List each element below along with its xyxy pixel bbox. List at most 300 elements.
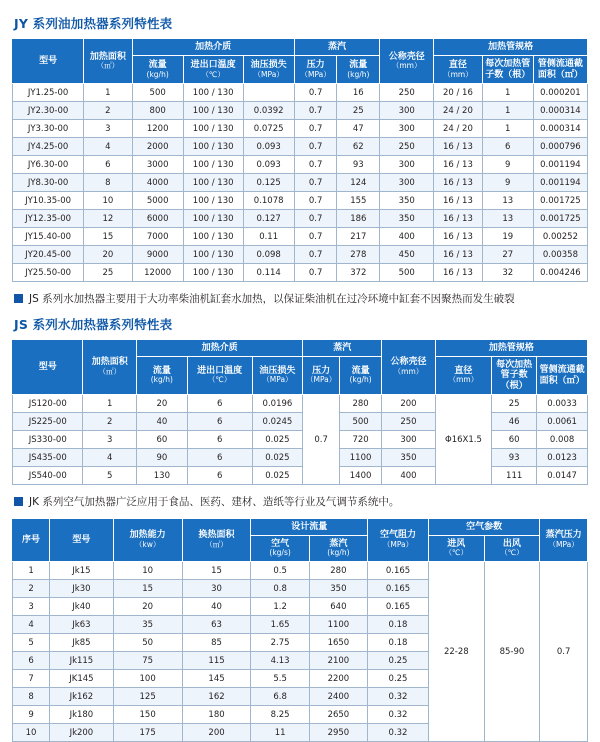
cell-pressure: 0.7 [294, 264, 337, 282]
jk-note-text: JK 系列空气加热器广泛应用于食品、医药、建材、造纸等行业及气调节系统中。 [29, 496, 400, 509]
cell-flow: 40 [137, 413, 188, 431]
th-tube-count: 每次加热管子数（根） [492, 357, 537, 395]
cell-steam-pressure: 0.7 [540, 562, 588, 742]
cell-dn: 250 [380, 84, 434, 102]
th-flow-unit: (kg/h) [150, 375, 173, 385]
th-steam-flow: 流量 (kg/h) [339, 357, 381, 395]
js-table-wrapper [12, 339, 588, 485]
table-row [13, 138, 588, 156]
cell-steam-flow: 350 [309, 580, 367, 598]
cell-inout-temp: 100 / 130 [183, 138, 243, 156]
cell-steam-flow: 280 [309, 562, 367, 580]
cell-tube-count: 93 [492, 449, 537, 467]
cell-diameter: 24 / 20 [434, 102, 482, 120]
cell-inout-temp: 6 [187, 467, 252, 485]
cell-flow: 12000 [132, 264, 183, 282]
cell-model: JY25.50-00 [13, 264, 84, 282]
cell-tube-count: 1 [482, 102, 533, 120]
cell-steam-flow: 278 [337, 246, 380, 264]
th-air-flow-unit: (kg/s) [269, 548, 291, 558]
cell-dn: 500 [380, 264, 434, 282]
cell-diameter: 24 / 20 [434, 120, 482, 138]
cell-pressure: 0.7 [294, 246, 337, 264]
cell-inout-temp: 100 / 130 [183, 120, 243, 138]
cell-flow: 20 [137, 395, 188, 413]
cell-oil-loss: 0.114 [243, 264, 294, 282]
jk-characteristics-table [12, 518, 588, 742]
th-outlet-temp-unit: （℃） [500, 548, 524, 558]
cell-inout-temp: 100 / 130 [183, 210, 243, 228]
cell-air-flow: 11 [251, 724, 309, 742]
cell-flow-area: 0.000201 [533, 84, 587, 102]
cell-oil-loss: 0.0245 [252, 413, 303, 431]
cell-oil-loss: 0.025 [252, 467, 303, 485]
cell-area: 6 [84, 156, 132, 174]
th-flow-unit: (kg/h) [146, 69, 169, 79]
cell-model: JY15.40-00 [13, 228, 84, 246]
cell-diameter: 16 / 13 [434, 138, 482, 156]
cell-oil-loss: 0.025 [252, 431, 303, 449]
cell-power: 175 [113, 724, 182, 742]
th-design-flow-group: 设计流量 [251, 518, 368, 535]
cell-area: 8 [84, 174, 132, 192]
cell-steam-flow: 280 [339, 395, 381, 413]
cell-inout-temp: 6 [187, 413, 252, 431]
cell-index: 4 [13, 616, 50, 634]
th-model: 型号 [13, 39, 84, 84]
th-air-resistance-unit: （MPa） [382, 539, 414, 549]
cell-flow-area: 0.0061 [537, 413, 588, 431]
cell-flow-area: 0.001725 [533, 192, 587, 210]
cell-flow-area: 0.001194 [533, 174, 587, 192]
th-medium-group: 加热介质 [137, 339, 303, 356]
cell-steam-flow: 2200 [309, 670, 367, 688]
cell-diameter: 16 / 13 [434, 228, 482, 246]
cell-steam-flow: 500 [339, 413, 381, 431]
th-diameter-unit: （mm） [448, 375, 479, 385]
table-row [13, 102, 588, 120]
cell-model: Jk30 [50, 580, 114, 598]
th-diameter: 直径 （mm） [434, 56, 482, 84]
cell-flow-area: 0.001725 [533, 210, 587, 228]
th-steam-flow: 流量 (kg/h) [337, 56, 380, 84]
table-row [13, 156, 588, 174]
cell-diameter: 16 / 13 [434, 210, 482, 228]
table-row [13, 467, 588, 485]
cell-air-flow: 1.65 [251, 616, 309, 634]
cell-air-resistance: 0.25 [368, 670, 429, 688]
cell-area: 12 [84, 210, 132, 228]
th-oil-loss: 油压损失 （MPa） [243, 56, 294, 84]
cell-power: 15 [113, 580, 182, 598]
cell-air-flow: 4.13 [251, 652, 309, 670]
cell-dn: 450 [380, 246, 434, 264]
table-header-row [13, 39, 588, 56]
cell-area: 3 [84, 120, 132, 138]
cell-index: 8 [13, 688, 50, 706]
cell-pressure: 0.7 [294, 138, 337, 156]
cell-inout-temp: 100 / 130 [183, 228, 243, 246]
cell-dn: 300 [380, 156, 434, 174]
cell-diameter: 16 / 13 [434, 264, 482, 282]
cell-inlet-temp: 22-28 [428, 562, 484, 742]
cell-model: Jk85 [50, 634, 114, 652]
cell-air-flow: 0.5 [251, 562, 309, 580]
cell-exchange-area: 15 [182, 562, 251, 580]
th-flow-area: 管侧流通截面积（㎡） [537, 357, 588, 395]
cell-flow: 7000 [132, 228, 183, 246]
cell-area: 15 [84, 228, 132, 246]
jk-table-body [13, 562, 588, 742]
cell-tube-count: 9 [482, 174, 533, 192]
cell-air-resistance: 0.32 [368, 706, 429, 724]
cell-pressure: 0.7 [294, 120, 337, 138]
cell-air-resistance: 0.165 [368, 598, 429, 616]
cell-inout-temp: 6 [187, 395, 252, 413]
table-row [13, 246, 588, 264]
cell-diameter: 16 / 13 [434, 156, 482, 174]
cell-power: 75 [113, 652, 182, 670]
cell-steam-flow: 372 [337, 264, 380, 282]
cell-diameter: 20 / 16 [434, 84, 482, 102]
cell-flow: 60 [137, 431, 188, 449]
cell-air-resistance: 0.32 [368, 724, 429, 742]
cell-air-resistance: 0.32 [368, 688, 429, 706]
th-inout-temp: 进出口温度 （℃） [187, 357, 252, 395]
cell-tube-count: 1 [482, 120, 533, 138]
cell-area: 25 [84, 264, 132, 282]
cell-air-resistance: 0.18 [368, 616, 429, 634]
jy-table-body [13, 84, 588, 282]
th-dn-unit: （mm） [391, 60, 422, 70]
jk-table-wrapper [12, 518, 588, 742]
cell-exchange-area: 40 [182, 598, 251, 616]
js-table-body [13, 395, 588, 485]
cell-inout-temp: 100 / 130 [183, 246, 243, 264]
th-steam-pressure-unit: （MPa） [548, 539, 579, 549]
th-dn-unit: （mm） [393, 366, 424, 376]
cell-power: 10 [113, 562, 182, 580]
th-steam-flow: 蒸汽 (kg/h) [309, 536, 367, 562]
cell-oil-loss [243, 84, 294, 102]
cell-inout-temp: 100 / 130 [183, 192, 243, 210]
square-bullet-icon [14, 497, 23, 506]
th-pressure-unit: （MPa） [305, 375, 337, 385]
table-row [13, 264, 588, 282]
table-row [13, 84, 588, 102]
cell-model: JY1.25-00 [13, 84, 84, 102]
cell-diameter: Φ16X1.5 [435, 395, 491, 485]
cell-air-flow: 6.8 [251, 688, 309, 706]
cell-steam-flow: 93 [337, 156, 380, 174]
th-medium-group: 加热介质 [132, 39, 294, 56]
cell-air-resistance: 0.18 [368, 634, 429, 652]
cell-model: Jk15 [50, 562, 114, 580]
cell-index: 1 [13, 562, 50, 580]
table-row [13, 449, 588, 467]
cell-area: 10 [84, 192, 132, 210]
cell-air-flow: 8.25 [251, 706, 309, 724]
cell-power: 150 [113, 706, 182, 724]
cell-dn: 350 [380, 210, 434, 228]
th-air-param-group: 空气参数 [428, 518, 539, 535]
cell-exchange-area: 63 [182, 616, 251, 634]
cell-oil-loss: 0.025 [252, 449, 303, 467]
th-area-unit: （㎡） [98, 366, 121, 376]
cell-exchange-area: 145 [182, 670, 251, 688]
cell-exchange-area: 30 [182, 580, 251, 598]
th-steam-flow-unit: (kg/h) [349, 375, 372, 385]
cell-tube-count: 13 [482, 210, 533, 228]
cell-oil-loss: 0.1078 [243, 192, 294, 210]
cell-index: 6 [13, 652, 50, 670]
table-row [13, 210, 588, 228]
cell-air-resistance: 0.165 [368, 580, 429, 598]
cell-flow-area: 0.0147 [537, 467, 588, 485]
th-exchange-area: 换热面积 （㎡） [182, 518, 251, 561]
cell-oil-loss: 0.11 [243, 228, 294, 246]
th-index: 序号 [13, 518, 50, 561]
cell-model: JY6.30-00 [13, 156, 84, 174]
cell-steam-flow: 186 [337, 210, 380, 228]
cell-flow-area: 0.004246 [533, 264, 587, 282]
cell-area: 4 [83, 449, 137, 467]
cell-air-flow: 5.5 [251, 670, 309, 688]
cell-area: 2 [83, 413, 137, 431]
cell-pressure: 0.7 [294, 102, 337, 120]
cell-power: 35 [113, 616, 182, 634]
th-exchange-area-unit: （㎡） [205, 539, 228, 549]
cell-flow-area: 0.00358 [533, 246, 587, 264]
cell-air-flow: 1.2 [251, 598, 309, 616]
cell-flow: 6000 [132, 210, 183, 228]
cell-pressure: 0.7 [294, 174, 337, 192]
cell-flow: 1200 [132, 120, 183, 138]
table-row [13, 174, 588, 192]
cell-steam-flow: 1400 [339, 467, 381, 485]
cell-steam-flow: 1100 [309, 616, 367, 634]
cell-area: 4 [84, 138, 132, 156]
cell-diameter: 16 / 13 [434, 246, 482, 264]
table-row [13, 395, 588, 413]
cell-exchange-area: 85 [182, 634, 251, 652]
cell-tube-count: 25 [492, 395, 537, 413]
th-diameter: 直径 （mm） [435, 357, 491, 395]
cell-flow: 5000 [132, 192, 183, 210]
cell-dn: 350 [380, 192, 434, 210]
th-model: 型号 [13, 339, 83, 394]
cell-tube-count: 6 [482, 138, 533, 156]
th-area-unit: （㎡） [96, 60, 120, 70]
cell-model: Jk63 [50, 616, 114, 634]
cell-oil-loss: 0.098 [243, 246, 294, 264]
cell-steam-flow: 720 [339, 431, 381, 449]
cell-model: JS435-00 [13, 449, 83, 467]
table-row [13, 120, 588, 138]
cell-pressure: 0.7 [294, 210, 337, 228]
cell-steam-flow: 2400 [309, 688, 367, 706]
cell-oil-loss: 0.093 [243, 138, 294, 156]
cell-model: Jk180 [50, 706, 114, 724]
cell-inout-temp: 6 [187, 449, 252, 467]
cell-flow: 500 [132, 84, 183, 102]
cell-steam-flow: 47 [337, 120, 380, 138]
cell-outlet-temp: 85-90 [484, 562, 540, 742]
th-oil-loss: 油压损失 （MPa） [252, 357, 303, 395]
cell-inout-temp: 100 / 130 [183, 174, 243, 192]
cell-oil-loss: 0.0196 [252, 395, 303, 413]
cell-flow-area: 0.0033 [537, 395, 588, 413]
jy-table-wrapper [12, 38, 588, 282]
th-model: 型号 [50, 518, 114, 561]
th-air-flow: 空气 (kg/s) [251, 536, 309, 562]
cell-tube-count: 9 [482, 156, 533, 174]
cell-tube-count: 32 [482, 264, 533, 282]
cell-dn: 300 [380, 120, 434, 138]
cell-power: 100 [113, 670, 182, 688]
cell-dn: 250 [382, 413, 436, 431]
cell-dn: 400 [380, 228, 434, 246]
table-header-row [13, 518, 588, 535]
th-steam-group: 蒸汽 [294, 39, 379, 56]
th-flow: 流量 (kg/h) [132, 56, 183, 84]
cell-flow-area: 0.000314 [533, 120, 587, 138]
cell-area: 1 [84, 84, 132, 102]
cell-dn: 200 [382, 395, 436, 413]
cell-flow-area: 0.008 [537, 431, 588, 449]
th-oil-loss-unit: （MPa） [253, 69, 284, 79]
th-area: 加热面积 （㎡） [84, 39, 132, 84]
cell-steam-flow: 2950 [309, 724, 367, 742]
cell-tube-count: 111 [492, 467, 537, 485]
cell-flow-area: 0.0123 [537, 449, 588, 467]
cell-inout-temp: 100 / 130 [183, 84, 243, 102]
cell-exchange-area: 200 [182, 724, 251, 742]
cell-air-flow: 2.75 [251, 634, 309, 652]
cell-power: 20 [113, 598, 182, 616]
cell-model: JY20.45-00 [13, 246, 84, 264]
cell-pressure: 0.7 [294, 192, 337, 210]
cell-oil-loss: 0.0392 [243, 102, 294, 120]
table-header-row [13, 339, 588, 356]
cell-tube-count: 19 [482, 228, 533, 246]
cell-flow-area: 0.000796 [533, 138, 587, 156]
cell-area: 2 [84, 102, 132, 120]
cell-diameter: 16 / 13 [434, 174, 482, 192]
cell-model: JY3.30-00 [13, 120, 84, 138]
cell-steam-flow: 25 [337, 102, 380, 120]
page-title-jy: JY 系列油加热器系列特性表 [14, 16, 173, 31]
cell-inout-temp: 100 / 130 [183, 102, 243, 120]
cell-steam-flow: 1100 [339, 449, 381, 467]
cell-steam-flow: 2100 [309, 652, 367, 670]
cell-air-resistance: 0.165 [368, 562, 429, 580]
th-pressure-unit: （MPa） [300, 69, 331, 79]
th-pipe-group: 加热管规格 [435, 339, 587, 356]
th-pressure: 压力 （MPa） [294, 56, 337, 84]
cell-flow-area: 0.000314 [533, 102, 587, 120]
cell-steam-flow: 16 [337, 84, 380, 102]
th-power-unit: （kw） [134, 539, 161, 549]
cell-diameter: 16 / 13 [434, 192, 482, 210]
cell-dn: 400 [382, 467, 436, 485]
cell-oil-loss: 0.093 [243, 156, 294, 174]
js-characteristics-table [12, 339, 588, 485]
cell-flow: 4000 [132, 174, 183, 192]
th-steam-group: 蒸汽 [303, 339, 382, 356]
cell-pressure: 0.7 [294, 84, 337, 102]
cell-model: JY4.25-00 [13, 138, 84, 156]
cell-area: 5 [83, 467, 137, 485]
th-oil-loss-unit: （MPa） [262, 375, 293, 385]
table-row [13, 431, 588, 449]
cell-flow: 9000 [132, 246, 183, 264]
cell-index: 7 [13, 670, 50, 688]
th-flow-area: 管侧流通截面积（㎡） [533, 56, 587, 84]
th-area: 加热面积 （㎡） [83, 339, 137, 394]
cell-flow: 2000 [132, 138, 183, 156]
js-note [14, 292, 588, 307]
cell-model: Jk40 [50, 598, 114, 616]
cell-flow: 130 [137, 467, 188, 485]
table-row [13, 228, 588, 246]
cell-model: JK145 [50, 670, 114, 688]
square-bullet-icon [14, 294, 23, 303]
cell-steam-flow: 217 [337, 228, 380, 246]
th-inlet-temp-unit: （℃） [444, 548, 468, 558]
jy-characteristics-table [12, 38, 588, 282]
cell-steam-flow: 640 [309, 598, 367, 616]
th-inlet-temp: 进风 （℃） [428, 536, 484, 562]
cell-power: 50 [113, 634, 182, 652]
cell-air-resistance: 0.25 [368, 652, 429, 670]
cell-index: 9 [13, 706, 50, 724]
cell-index: 5 [13, 634, 50, 652]
cell-model: JY12.35-00 [13, 210, 84, 228]
cell-oil-loss: 0.0725 [243, 120, 294, 138]
cell-exchange-area: 180 [182, 706, 251, 724]
cell-tube-count: 13 [482, 192, 533, 210]
cell-oil-loss: 0.127 [243, 210, 294, 228]
cell-index: 2 [13, 580, 50, 598]
cell-tube-count: 27 [482, 246, 533, 264]
th-tube-count: 每次加热管子数（根） [482, 56, 533, 84]
cell-exchange-area: 162 [182, 688, 251, 706]
table-row [13, 192, 588, 210]
cell-flow-area: 0.00252 [533, 228, 587, 246]
cell-steam-flow: 124 [337, 174, 380, 192]
table-row [13, 413, 588, 431]
cell-flow: 800 [132, 102, 183, 120]
cell-inout-temp: 100 / 130 [183, 156, 243, 174]
cell-steam-flow: 2650 [309, 706, 367, 724]
cell-tube-count: 1 [482, 84, 533, 102]
cell-dn: 300 [382, 431, 436, 449]
jk-note [14, 495, 588, 510]
th-steam-flow-unit: (kg/h) [347, 69, 370, 79]
cell-dn: 300 [380, 174, 434, 192]
cell-area: 3 [83, 431, 137, 449]
cell-index: 3 [13, 598, 50, 616]
cell-tube-count: 60 [492, 431, 537, 449]
cell-model: JY8.30-00 [13, 174, 84, 192]
th-inout-temp-unit: （℃） [201, 69, 225, 79]
cell-tube-count: 46 [492, 413, 537, 431]
cell-model: Jk115 [50, 652, 114, 670]
cell-air-flow: 0.8 [251, 580, 309, 598]
th-steam-pressure: 蒸汽压力 （MPa） [540, 518, 588, 561]
cell-model: Jk200 [50, 724, 114, 742]
